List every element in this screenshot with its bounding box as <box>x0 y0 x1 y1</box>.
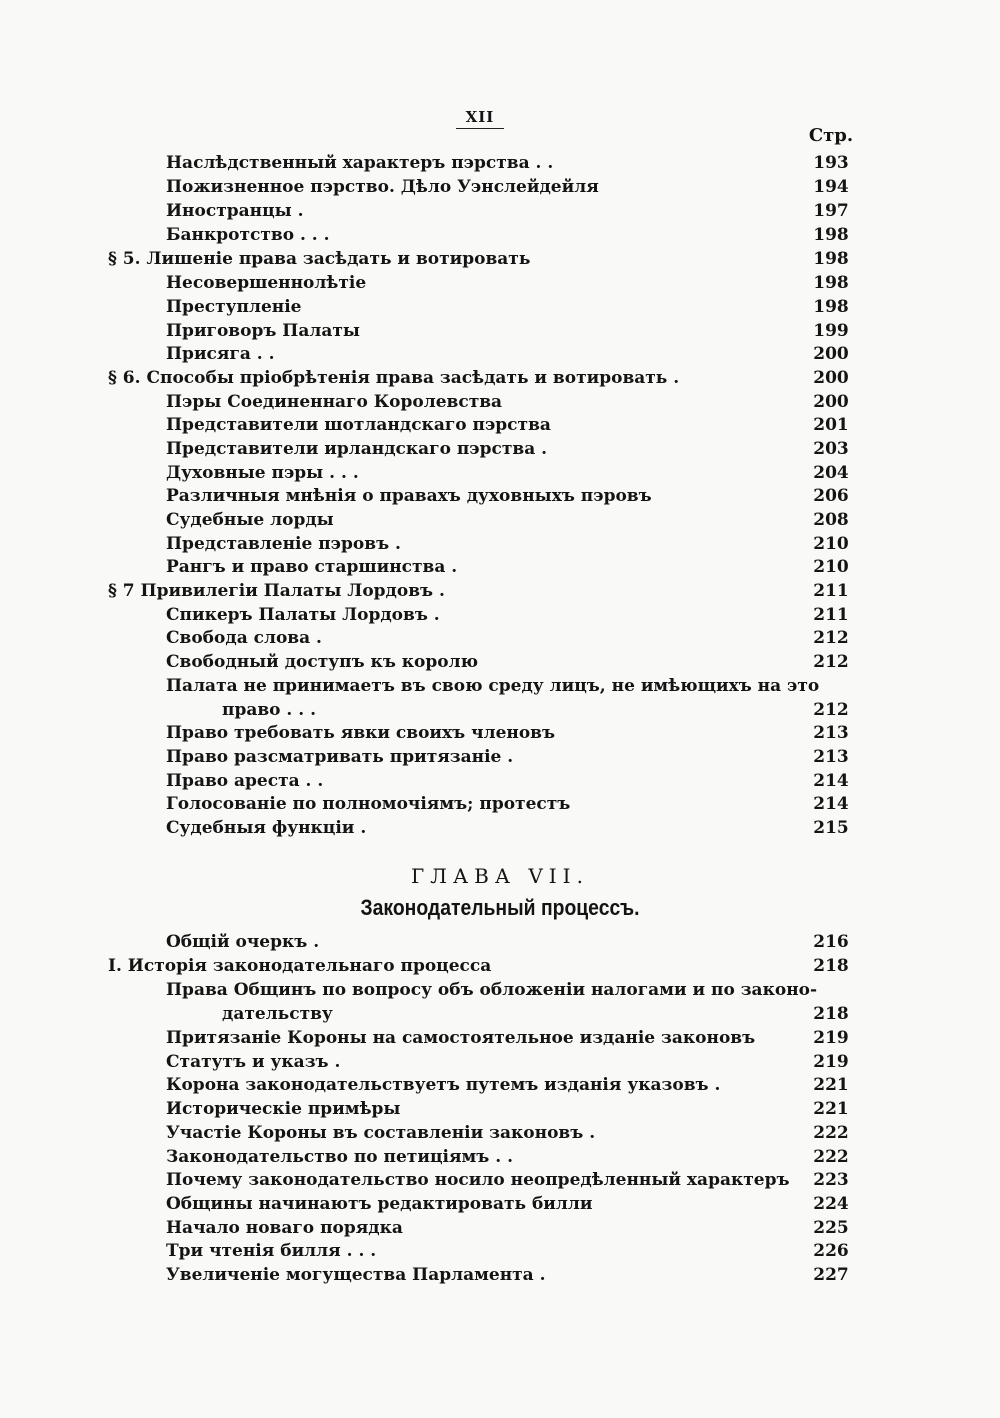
toc-entry-text: Свобода слова . <box>166 628 322 648</box>
toc-entry-text: § 7 Привилегіи Палаты Лордовъ . <box>108 581 445 601</box>
toc-entry-text: Пэры Соединеннаго Королевства <box>166 392 503 412</box>
toc-entry-text: § 6. Способы пріобрѣтенія права засѣдать и вотировать . <box>108 368 680 388</box>
toc-section-entry <box>0 579 1000 603</box>
toc-entry-page: 203 <box>813 439 849 459</box>
toc-entry-page: 208 <box>813 510 849 530</box>
toc-entry-text: дательству <box>222 1004 333 1024</box>
toc-entry-text: Статутъ и указъ . <box>166 1052 341 1072</box>
toc-entry-page: 200 <box>813 392 849 412</box>
toc-entry <box>0 816 1000 840</box>
toc-entry-text: Почему законодательство носило неопредѣленный характеръ <box>166 1170 790 1190</box>
toc-entry <box>0 1050 1000 1074</box>
toc-entry <box>0 484 1000 508</box>
toc-entry-text: § 5. Лишеніе права засѣдать и вотировать <box>108 249 531 269</box>
toc-entry-text: Общій очеркъ . <box>166 932 320 952</box>
toc-entry-page: 199 <box>813 321 849 341</box>
toc-entry-text: Преступленіе <box>166 297 302 317</box>
toc-entry-text: Голосованіе по полномочіямъ; протестъ <box>166 794 571 814</box>
toc-entry-text: Право ареста . . <box>166 771 324 791</box>
toc-entry <box>0 1026 1000 1050</box>
toc-entry <box>0 721 1000 745</box>
toc-entry-text: Банкротство . . . <box>166 225 330 245</box>
toc-entry <box>0 674 1000 698</box>
toc-entry-text: Наслѣдственный характеръ пэрства . . <box>166 153 554 173</box>
toc-entry-text: Историческіе примѣры <box>166 1099 401 1119</box>
toc-entry-text: Свободный доступъ къ королю <box>166 652 479 672</box>
toc-entry-page: 219 <box>813 1028 849 1048</box>
toc-entry-text: Начало новаго порядка <box>166 1218 403 1238</box>
toc-entry-page: 218 <box>813 1004 849 1024</box>
toc-entry-text: Право разсматривать притязаніе . <box>166 747 514 767</box>
toc-entry-page: 222 <box>813 1147 849 1167</box>
toc-entry <box>0 508 1000 532</box>
toc-entry <box>0 603 1000 627</box>
toc-entry-text: Законодательство по петиціямъ . . <box>166 1147 514 1167</box>
toc-entry-page: 214 <box>813 794 849 814</box>
toc-entry-page: 198 <box>813 249 849 269</box>
toc-entry-text: Палата не принимаетъ въ свою среду лицъ, не имѣющихъ на это <box>166 676 820 696</box>
toc-entry-text: Корона законодательствуетъ путемъ изданія указовъ . <box>166 1075 721 1095</box>
page-number-text: XII <box>465 108 495 126</box>
toc-entry <box>0 151 1000 175</box>
toc-entry <box>0 745 1000 769</box>
toc-entry-page: 218 <box>813 956 849 976</box>
toc-entry-page: 210 <box>813 534 849 554</box>
toc-entry-text: Различныя мнѣнія о правахъ духовныхъ пэровъ <box>166 486 652 506</box>
toc-entry-text: Несовершеннолѣтіе <box>166 273 367 293</box>
toc-entry <box>0 199 1000 223</box>
toc-entry <box>0 1216 1000 1240</box>
page-number-rule <box>456 128 504 129</box>
toc-entry <box>0 555 1000 579</box>
toc-entry-page: 206 <box>813 486 849 506</box>
toc-entry <box>0 792 1000 816</box>
toc-entry-page: 213 <box>813 747 849 767</box>
toc-entry-page: 210 <box>813 557 849 577</box>
toc-entry-text: Духовные пэры . . . <box>166 463 359 483</box>
toc-entry-text: Судебныя функціи . <box>166 818 367 838</box>
toc-entry <box>0 1073 1000 1097</box>
toc-entry <box>0 1097 1000 1121</box>
toc-entry <box>0 390 1000 414</box>
toc-entry-page: 194 <box>813 177 849 197</box>
toc-entry-page: 216 <box>813 932 849 952</box>
toc-entry-page: 212 <box>813 700 849 720</box>
toc-entry-page: 227 <box>813 1265 849 1285</box>
toc-entry-continuation <box>0 698 1000 722</box>
toc-section-entry <box>0 366 1000 390</box>
toc-entry-text: Спикеръ Палаты Лордовъ . <box>166 605 440 625</box>
toc-entry-text: Увеличеніе могущества Парламента . <box>166 1265 546 1285</box>
toc-entry <box>0 532 1000 556</box>
toc-entry-page: 204 <box>813 463 849 483</box>
toc-entry-page: 222 <box>813 1123 849 1143</box>
toc-entry-page: 213 <box>813 723 849 743</box>
toc-entry-continuation <box>0 1002 1000 1026</box>
toc-entry-text: Представители ирландскаго пэрства . <box>166 439 548 459</box>
toc-entry-text: Участіе Короны въ составленіи законовъ . <box>166 1123 596 1143</box>
toc-entry-text: Пожизненное пэрство. Дѣло Уэнслейдейля <box>166 177 599 197</box>
toc-entry <box>0 271 1000 295</box>
toc-entry-page: 226 <box>813 1241 849 1261</box>
toc-entry-page: 197 <box>813 201 849 221</box>
toc-entry <box>0 1192 1000 1216</box>
toc-entry-page: 221 <box>813 1075 849 1095</box>
toc-entry <box>0 978 1000 1002</box>
toc-entry-text: Иностранцы . <box>166 201 304 221</box>
toc-entry <box>0 319 1000 343</box>
chapter-label: ГЛАВА VII. <box>411 864 589 888</box>
toc-entry-page: 212 <box>813 628 849 648</box>
toc-entry-page: 198 <box>813 297 849 317</box>
toc-entry-text: Общины начинаютъ редактировать билли <box>166 1194 593 1214</box>
toc-entry <box>0 175 1000 199</box>
toc-entry-text: Представленіе пэровъ . <box>166 534 401 554</box>
page-number <box>452 108 508 129</box>
toc-entry <box>0 295 1000 319</box>
toc-entry-text: Судебные лорды <box>166 510 334 530</box>
toc-entry <box>0 650 1000 674</box>
toc-entry <box>0 1168 1000 1192</box>
toc-entry-page: 211 <box>813 581 849 601</box>
toc-entry <box>0 1263 1000 1287</box>
toc-entry-page: 211 <box>813 605 849 625</box>
toc-entry-text: Рангъ и право старшинства . <box>166 557 458 577</box>
toc-entry-page: 225 <box>813 1218 849 1238</box>
toc-entry <box>0 1121 1000 1145</box>
toc-entry-text: Право требовать явки своихъ членовъ <box>166 723 556 743</box>
toc-entry-text: Три чтенія билля . . . <box>166 1241 377 1261</box>
toc-entry-page: 219 <box>813 1052 849 1072</box>
toc-entry-page: 201 <box>813 415 849 435</box>
toc-entry-page: 198 <box>813 273 849 293</box>
toc-entry-page: 200 <box>813 344 849 364</box>
toc-entry-page: 193 <box>813 153 849 173</box>
toc-entry-page: 198 <box>813 225 849 245</box>
toc-entry-page: 223 <box>813 1170 849 1190</box>
toc-entry-text: Представители шотландскаго пэрства <box>166 415 551 435</box>
toc-entry <box>0 1239 1000 1263</box>
toc-entry-text: право . . . <box>222 700 317 720</box>
toc-entry <box>0 437 1000 461</box>
toc-entry <box>0 626 1000 650</box>
toc-entry-page: 215 <box>813 818 849 838</box>
toc-entry-page: 214 <box>813 771 849 791</box>
toc-entry <box>0 413 1000 437</box>
toc-entry <box>0 930 1000 954</box>
toc-section-entry <box>0 954 1000 978</box>
chapter-title: Законодательный процессъ. <box>360 895 640 920</box>
toc-entry <box>0 769 1000 793</box>
toc-entry-text: I. Исторія законодательнаго процесса <box>108 956 492 976</box>
toc-entry <box>0 461 1000 485</box>
toc-entry-page: 200 <box>813 368 849 388</box>
toc-entry-page: 224 <box>813 1194 849 1214</box>
toc-entry-text: Притязаніе Короны на самостоятельное изданіе законовъ <box>166 1028 756 1048</box>
page-column-label: Стр. <box>808 125 854 146</box>
toc-entry-page: 212 <box>813 652 849 672</box>
toc-entry <box>0 1145 1000 1169</box>
toc-section-entry <box>0 247 1000 271</box>
toc-entry <box>0 223 1000 247</box>
toc-entry-text: Присяга . . <box>166 344 275 364</box>
toc-entry-page: 221 <box>813 1099 849 1119</box>
toc-entry-text: Права Общинъ по вопросу объ обложеніи налогами и по законо- <box>166 980 818 1000</box>
toc-entry <box>0 342 1000 366</box>
toc-entry-text: Приговоръ Палаты <box>166 321 360 341</box>
